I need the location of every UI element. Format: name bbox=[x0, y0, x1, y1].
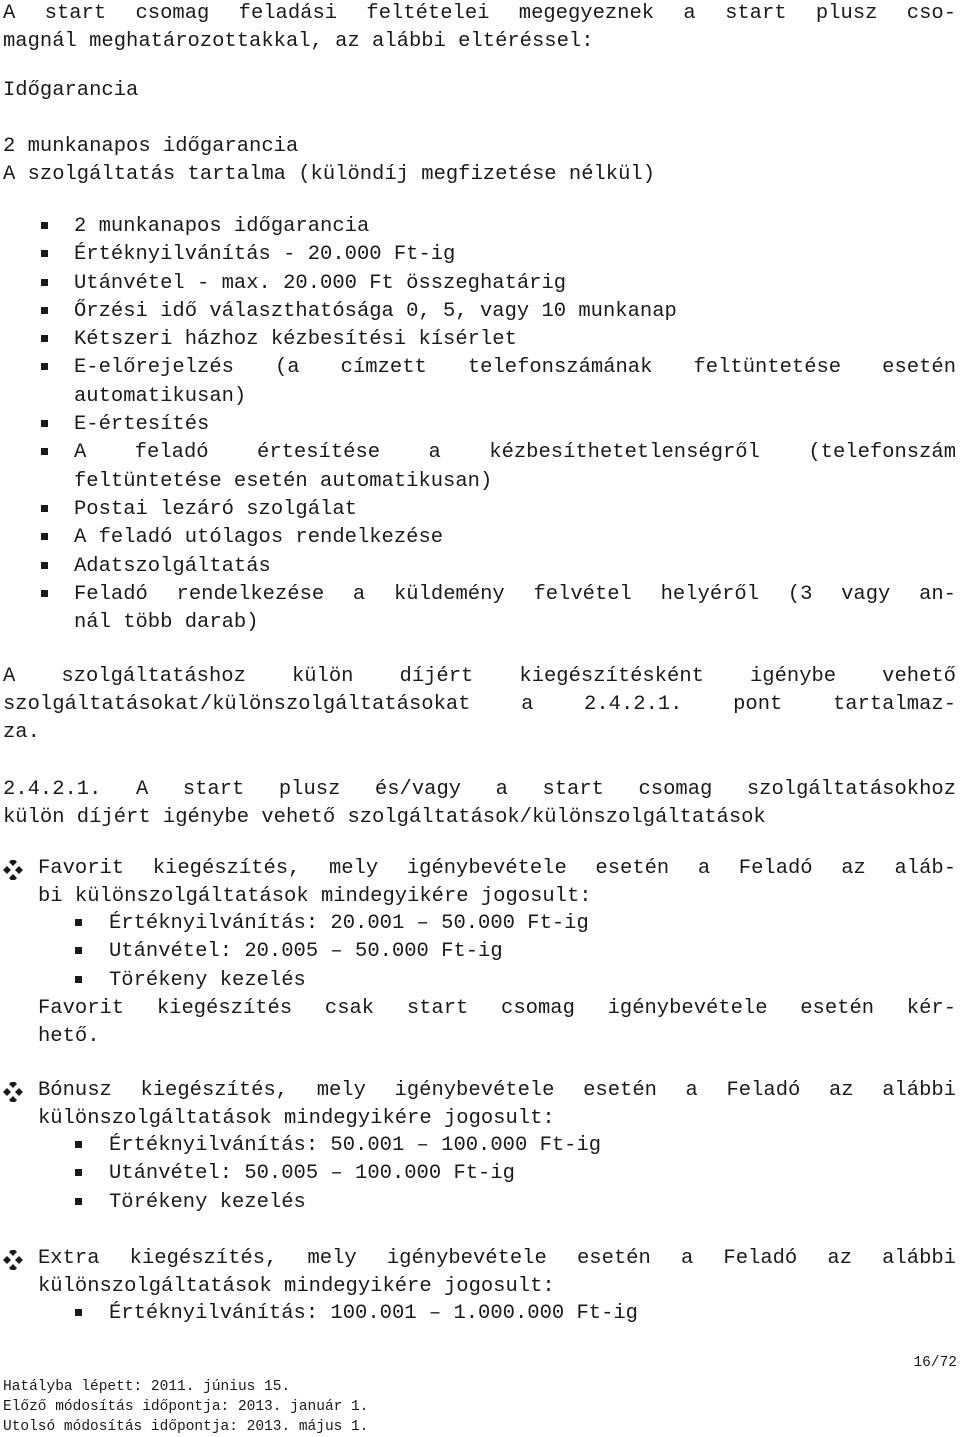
service-bullet-item bbox=[0, 213, 956, 241]
page-number: 16/72 bbox=[913, 1355, 957, 1371]
package-note-line-2: hető. bbox=[38, 1024, 100, 1048]
section-line-1: 2.4.2.1. A start plusz és/vagy a start csomag szolgáltatásokhoz bbox=[3, 778, 956, 801]
section-line-2: külön díjért igénybe vehető szolgáltatások/különszolgáltatások bbox=[3, 806, 766, 829]
package-item bbox=[0, 967, 956, 995]
square-bullet-icon bbox=[41, 279, 48, 286]
footer-last-modification: Utolsó módosítás időpontja: 2013. május 1. bbox=[3, 1419, 369, 1435]
service-bullet-line-1: Kétszeri házhoz kézbesítési kísérlet bbox=[74, 328, 517, 352]
package-description-line-1: Bónusz kiegészítés, mely igénybevétele esetén a Feladó az alábbi bbox=[38, 1079, 956, 1102]
package-item-text: Törékeny kezelés bbox=[109, 1190, 306, 1214]
square-bullet-icon bbox=[75, 1198, 82, 1205]
footer-previous-modification: Előző módosítás időpontja: 2013. január 1. bbox=[3, 1399, 369, 1415]
package-description-line-1: Extra kiegészítés, mely igénybevétele esetén a Feladó az alábbi bbox=[38, 1247, 956, 1270]
package-item-list bbox=[0, 1132, 956, 1217]
intro-line-1: A start csomag feladási feltételei megegyeznek a start plusz cso- bbox=[3, 2, 956, 25]
package-item bbox=[0, 1160, 956, 1188]
intro-paragraph bbox=[3, 0, 956, 56]
service-bullet-line-1: Utánvétel - max. 20.000 Ft összeghatárig bbox=[74, 271, 567, 295]
package-item bbox=[0, 910, 956, 938]
square-bullet-icon bbox=[41, 335, 48, 342]
service-bullet-line-2: nál több darab) bbox=[74, 611, 259, 635]
service-bullet-item bbox=[0, 439, 956, 496]
service-bullet-item bbox=[0, 298, 956, 326]
service-bullet-item bbox=[0, 241, 956, 269]
square-bullet-icon bbox=[75, 976, 82, 983]
square-bullet-icon bbox=[41, 250, 48, 257]
package-block bbox=[0, 1245, 956, 1328]
section-heading bbox=[3, 776, 956, 832]
service-bullet-line-1: 2 munkanapos időgarancia bbox=[74, 215, 370, 238]
service-bullet-item bbox=[0, 524, 956, 552]
service-bullet-item bbox=[0, 496, 956, 524]
square-bullet-icon bbox=[41, 533, 48, 540]
package-item-text: Értéknyilvánítás: 20.001 – 50.000 Ft-ig bbox=[109, 912, 589, 935]
four-diamond-icon bbox=[1, 860, 25, 880]
package-description bbox=[0, 855, 956, 910]
package-item bbox=[0, 1189, 956, 1217]
service-bullet-line-1: E-értesítés bbox=[74, 413, 210, 437]
square-bullet-icon bbox=[75, 1169, 82, 1176]
service-bullet-line-1: E-előrejelzés (a címzett telefonszámának feltüntetése esetén bbox=[74, 356, 956, 380]
package-note-line-1: Favorit kiegészítés csak start csomag igénybevétele esetén kér- bbox=[38, 996, 956, 1020]
package-item bbox=[0, 1132, 956, 1160]
package-description-line-2: különszolgáltatások mindegyikére jogosult: bbox=[38, 1274, 555, 1298]
square-bullet-icon bbox=[41, 420, 48, 427]
square-bullet-icon bbox=[41, 307, 48, 314]
package-item-text: Törékeny kezelés bbox=[109, 968, 306, 992]
package-item-text: Értéknyilvánítás: 100.001 – 1.000.000 Ft-ig bbox=[109, 1302, 638, 1325]
extra-line-2: szolgáltatásokat/különszolgáltatásokat a 2.4.2.1. pont tartalmaz- bbox=[3, 693, 956, 716]
service-paragraph bbox=[3, 133, 956, 189]
service-bullet-line-1: Adatszolgáltatás bbox=[74, 554, 271, 578]
square-bullet-icon bbox=[41, 505, 48, 512]
extra-line-3: za. bbox=[3, 721, 40, 744]
intro-line-2: magnál meghatározottakkal, az alábbi eltéréssel: bbox=[3, 30, 594, 53]
service-bullet-item bbox=[0, 411, 956, 439]
service-bullet-line-1: Értéknyilvánítás - 20.000 Ft-ig bbox=[74, 243, 456, 267]
service-bullet-line-1: Feladó rendelkezése a küldemény felvétel helyéről (3 vagy an- bbox=[74, 582, 956, 606]
service-bullet-item bbox=[0, 326, 956, 354]
package-description-line-2: különszolgáltatások mindegyikére jogosult: bbox=[38, 1106, 555, 1130]
package-item bbox=[0, 1300, 956, 1328]
package-description bbox=[0, 1077, 956, 1132]
package-item-text: Utánvétel: 50.005 – 100.000 Ft-ig bbox=[109, 1162, 515, 1186]
package-description-line-1: Favorit kiegészítés, mely igénybevétele esetén a Feladó az aláb- bbox=[38, 857, 956, 880]
square-bullet-icon bbox=[75, 1141, 82, 1148]
package-block bbox=[0, 1077, 956, 1217]
package-description-line-2: bi különszolgáltatások mindegyikére jogosult: bbox=[38, 884, 592, 908]
service-bullet-item bbox=[0, 270, 956, 298]
package-item bbox=[0, 938, 956, 966]
heading-idogarancia: Időgarancia bbox=[3, 79, 139, 102]
package-item-text: Utánvétel: 20.005 – 50.000 Ft-ig bbox=[109, 940, 503, 964]
service-line-2: A szolgáltatás tartalma (különdíj megfizetése nélkül) bbox=[3, 163, 656, 186]
service-bullet-item bbox=[0, 553, 956, 581]
four-diamond-icon bbox=[1, 1250, 25, 1270]
package-item-list bbox=[0, 910, 956, 995]
square-bullet-icon bbox=[41, 363, 48, 370]
square-bullet-icon bbox=[75, 919, 82, 926]
footer bbox=[3, 1377, 368, 1437]
service-bullet-line-1: Őrzési idő választhatósága 0, 5, vagy 10 munkanap bbox=[74, 299, 677, 323]
square-bullet-icon bbox=[75, 1309, 82, 1316]
package-block bbox=[0, 855, 956, 1051]
service-bullet-item bbox=[0, 354, 956, 411]
extra-paragraph bbox=[3, 663, 956, 747]
square-bullet-icon bbox=[41, 448, 48, 455]
footer-effective-date: Hatályba lépett: 2011. június 15. bbox=[3, 1379, 291, 1395]
package-note bbox=[0, 995, 956, 1051]
service-bullet-line-1: A feladó utólagos rendelkezése bbox=[74, 526, 444, 550]
square-bullet-icon bbox=[41, 562, 48, 569]
service-bullet-line-1: A feladó értesítése a kézbesíthetetlenségről (telefonszám bbox=[74, 441, 956, 465]
service-bullet-line-2: feltüntetése esetén automatikusan) bbox=[74, 469, 493, 493]
service-line-1: 2 munkanapos időgarancia bbox=[3, 135, 299, 158]
service-bullet-list bbox=[0, 213, 956, 637]
extra-line-1: A szolgáltatáshoz külön díjért kiegészítésként igénybe vehető bbox=[3, 665, 956, 688]
service-bullet-line-2: automatikusan) bbox=[74, 384, 247, 408]
service-bullet-item bbox=[0, 581, 956, 638]
four-diamond-icon bbox=[1, 1082, 25, 1102]
package-description bbox=[0, 1245, 956, 1300]
square-bullet-icon bbox=[75, 947, 82, 954]
package-item-list bbox=[0, 1300, 956, 1328]
square-bullet-icon bbox=[41, 590, 48, 597]
package-item-text: Értéknyilvánítás: 50.001 – 100.000 Ft-ig bbox=[109, 1134, 602, 1157]
square-bullet-icon bbox=[41, 222, 48, 229]
service-bullet-line-1: Postai lezáró szolgálat bbox=[74, 497, 357, 521]
